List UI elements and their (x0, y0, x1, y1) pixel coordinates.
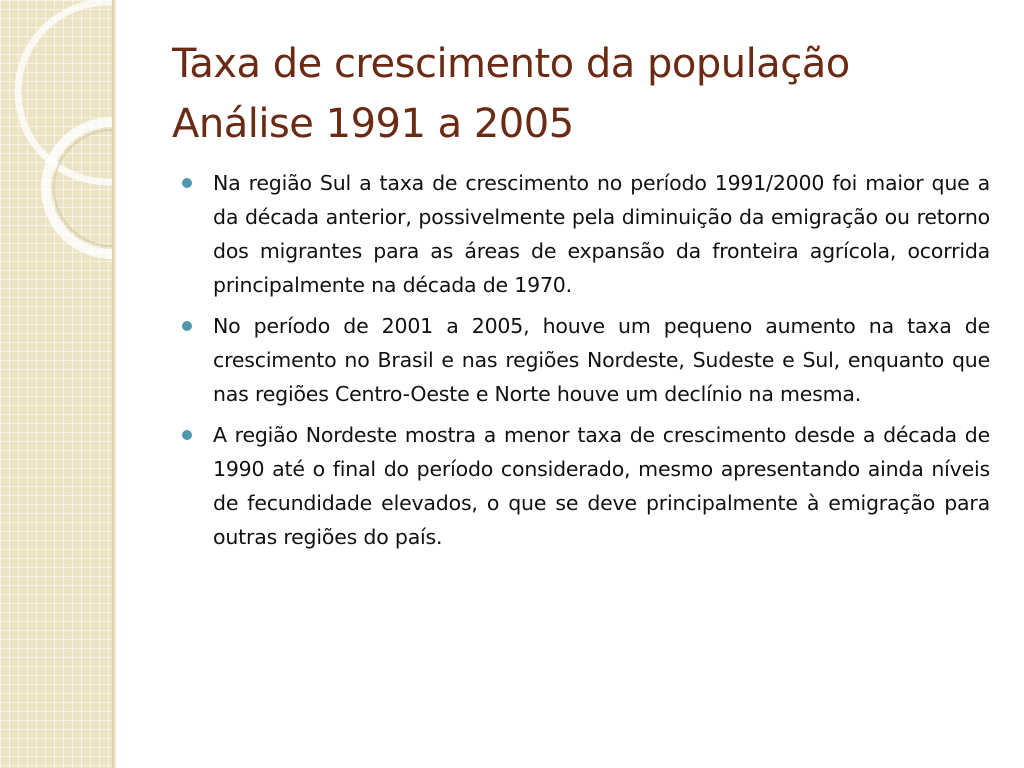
slide-title (172, 34, 1002, 154)
bullet-item (182, 166, 990, 302)
bullet-item (182, 309, 990, 411)
title-line-2: Análise 1991 a 2005 (172, 101, 574, 147)
side-panel-edge (112, 0, 116, 768)
bullet-dot-icon (182, 178, 192, 188)
decorative-side-panel (0, 0, 112, 768)
bullet-dot-icon (182, 321, 192, 331)
decorative-rings-graphic (0, 0, 112, 768)
bullet-list (182, 166, 990, 561)
bullet-text: No período de 2001 a 2005, houve um pequeno aumento na taxa de crescimento no Brasil e nas regiões Nordeste, Sudeste e Sul, enquanto que nas regiões Centro-Oeste e Norte houve um declínio na mesma. (213, 314, 990, 406)
bullet-dot-icon (182, 430, 192, 440)
bullet-text: Na região Sul a taxa de crescimento no período 1991/2000 foi maior que a da década anterior, possivelmente pela diminuição da emigração ou retorno dos migrantes para as áreas de expansão da fronteira agrícola, ocorrida principalmente na década de 1970. (213, 171, 990, 297)
title-line-1: Taxa de crescimento da população (172, 41, 850, 87)
bullet-item (182, 418, 990, 554)
bullet-text: A região Nordeste mostra a menor taxa de crescimento desde a década de 1990 até o final do período considerado, mesmo apresentando ainda níveis de fecundidade elevados, o que se deve principalmente à emigração para outras regiões do país. (213, 423, 990, 549)
